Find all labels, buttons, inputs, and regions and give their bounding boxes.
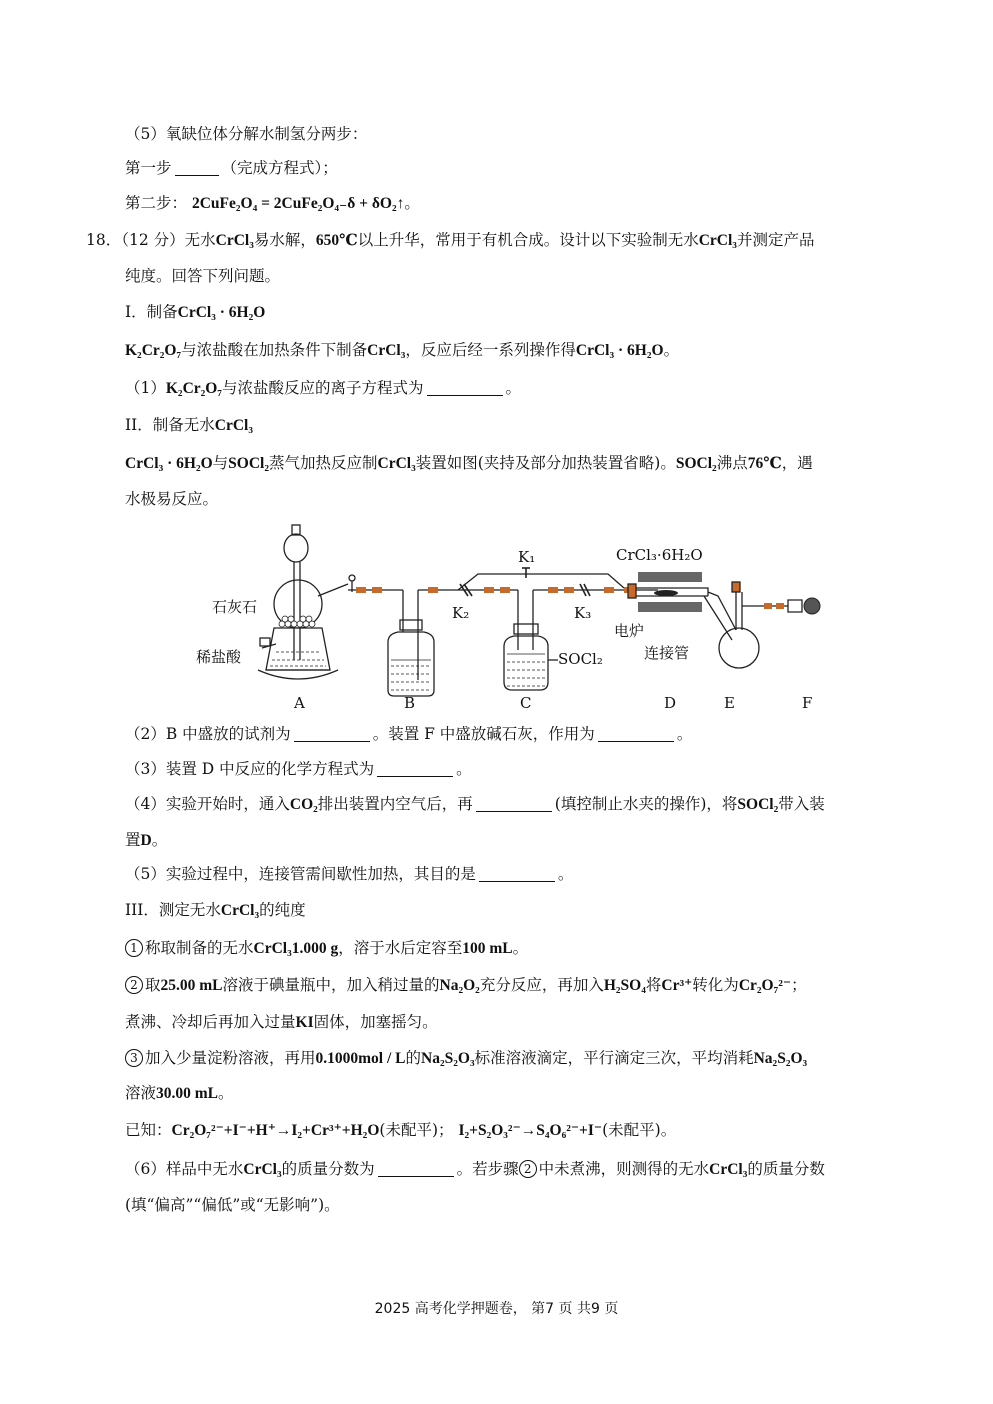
letter-b: B <box>404 694 416 712</box>
known-equations: 已知：Cr₂O₇²⁻+I⁻+H⁺→I₂+Cr³⁺+H₂O(未配平)； I₂+S₂O₃²⁻→S₄O₆²⁻+I⁻(未配平)。 <box>125 1121 677 1139</box>
q17-5-step2: 第二步： 2CuFe₂O₄ = 2CuFe₂O₄₋δ + δO₂↑。 <box>125 194 420 212</box>
answer-blank[interactable] <box>598 726 674 742</box>
answer-blank[interactable] <box>294 726 370 742</box>
section-2-title: II．制备无水CrCl₃ <box>125 416 253 434</box>
section-2-desc: CrCl₃ · 6H₂O与SOCl₂蒸气加热反应制CrCl₃装置如图(夹持及部分加热装置省略)。SOCl₂沸点76℃，遇 <box>125 454 813 472</box>
label-k3: K₃ <box>574 604 592 622</box>
letter-c: C <box>520 694 532 712</box>
section-2-desc-line2: 水极易反应。 <box>125 490 219 508</box>
step-number: 2 <box>519 1160 537 1178</box>
answer-blank[interactable] <box>479 866 555 882</box>
question-6: （6）样品中无水CrCl₃的质量分数为 。若步骤 2 中未煮沸，则测得的无水CrCl₃的质量分数 <box>125 1160 825 1178</box>
answer-blank[interactable] <box>175 160 219 176</box>
letter-f: F <box>802 694 813 712</box>
label-limestone: 石灰石 <box>212 598 258 616</box>
question-1: （1）K₂Cr₂O₇与浓盐酸反应的离子方程式为 。 <box>125 379 522 397</box>
step-3: 3 加入少量淀粉溶液，再用0.1000mol / L的Na₂S₂O₃标准溶液滴定，平行滴定三次，平均消耗Na₂S₂O₃ <box>125 1048 807 1069</box>
step-number: 1 <box>125 939 143 957</box>
label-hcl: 稀盐酸 <box>196 648 242 666</box>
answer-blank[interactable] <box>427 380 503 396</box>
apparatus-diagram <box>188 520 838 715</box>
q17-5-intro: （5）氧缺位体分解水制氢分两步： <box>125 125 368 143</box>
label-k2: K₂ <box>452 604 470 622</box>
step-number: 2 <box>125 976 143 994</box>
question-2: （2）B 中盛放的试剂为 。装置 F 中盛放碱石灰，作用为 。 <box>125 725 693 743</box>
label-socl2: SOCl₂ <box>558 650 603 668</box>
step-1: 1 称取制备的无水CrCl₃1.000 g，溶于水后定容至100 mL。 <box>125 938 528 959</box>
answer-blank[interactable] <box>476 796 552 812</box>
answer-blank[interactable] <box>378 1161 454 1177</box>
section-1-desc: K₂Cr₂O₇与浓盐酸在加热条件下制备CrCl₃，反应后经一系列操作得CrCl₃ · 6H₂O。 <box>125 341 680 359</box>
q18-header-line2: 纯度。回答下列问题。 <box>125 267 281 285</box>
label-connector: 连接管 <box>644 644 690 662</box>
question-3: （3）装置 D 中反应的化学方程式为 。 <box>125 760 472 778</box>
step-2-line2: 煮沸、冷却后再加入过量KI固体，加塞摇匀。 <box>125 1013 438 1031</box>
letter-a: A <box>294 694 305 712</box>
step-number: 3 <box>125 1049 143 1067</box>
q18-header: 18．（12 分）无水CrCl₃易水解，650℃以上升华，常用于有机合成。设计以下实验制无水CrCl₃并测定产品 <box>86 231 815 249</box>
label-crcl3-hydrate: CrCl₃·6H₂O <box>616 546 703 564</box>
step2-equation: 2CuFe₂O₄ = 2CuFe₂O₄₋δ + δO₂↑ <box>191 195 405 212</box>
label-furnace: 电炉 <box>614 622 645 640</box>
step-3-line2: 溶液30.00 mL。 <box>125 1084 234 1102</box>
section-3-title: III．测定无水CrCl₃的纯度 <box>125 901 306 919</box>
answer-blank[interactable] <box>377 761 453 777</box>
question-4-line2: 置D。 <box>125 831 168 849</box>
letter-d: D <box>664 694 677 712</box>
section-1-title: I．制备CrCl₃ · 6H₂O <box>125 303 266 321</box>
page-footer: 2025 高考化学押题卷， 第7 页 共9 页 <box>374 1301 619 1317</box>
step-2: 2 取25.00 mL溶液于碘量瓶中，加入稍过量的Na₂O₂充分反应，再加入H₂SO₄将Cr³⁺转化为Cr₂O₇²⁻； <box>125 975 807 996</box>
question-4: （4）实验开始时，通入CO₂排出装置内空气后，再 (填控制止水夹的操作)，将SOCl₂带入装 <box>125 795 825 813</box>
question-6-line2: (填“偏高”“偏低”或“无影响”)。 <box>125 1196 340 1214</box>
letter-e: E <box>724 694 735 712</box>
q17-5-step1: 第一步 （完成方程式）； <box>125 159 338 177</box>
label-k1: K₁ <box>518 548 536 566</box>
question-5: （5）实验过程中，连接管需间歇性加热，其目的是 。 <box>125 865 574 883</box>
